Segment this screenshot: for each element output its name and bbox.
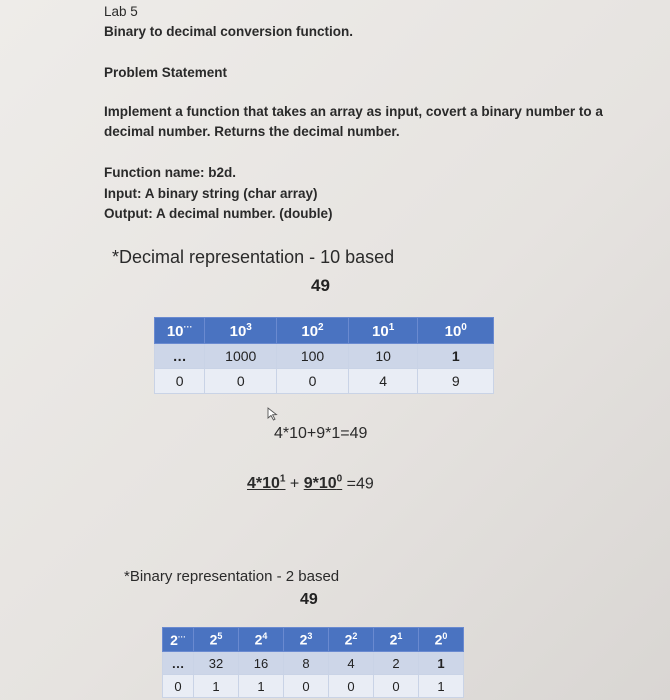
table-cell: 100 <box>277 344 349 369</box>
decimal-heading: *Decimal representation - 10 based <box>112 247 395 267</box>
table-cell: 1 <box>419 675 464 698</box>
decimal-header-cell-4: $10^0$ <box>418 318 494 344</box>
description-line-2: decimal number. Returns the decimal number. <box>104 124 400 139</box>
table-cell: 1 <box>418 344 494 369</box>
mouse-cursor-icon <box>267 407 279 421</box>
input-spec: Input: A binary string (char array) <box>104 186 318 201</box>
table-cell: … <box>155 344 205 369</box>
formula-plus: + <box>285 475 304 493</box>
table-cell: 1 <box>419 652 464 675</box>
binary-header-cell-4: $2^2$ <box>329 628 374 652</box>
table-cell: … <box>163 652 194 675</box>
decimal-header-cell-0: 10··· <box>155 318 205 344</box>
binary-table-header-row <box>163 628 464 652</box>
binary-header-cell-1: $2^5$ <box>194 628 239 652</box>
formula-term-1: $4*10^1$ <box>247 474 286 493</box>
problem-heading: Problem Statement <box>104 65 228 80</box>
binary-header-cell-6: $2^0$ <box>419 628 464 652</box>
lab-label: Lab 5 <box>104 4 138 19</box>
binary-heading: *Binary representation - 2 based <box>124 568 340 585</box>
binary-header-cell-0: 2··· <box>163 628 194 652</box>
table-cell: 0 <box>374 675 419 698</box>
decimal-table-row-digits <box>155 369 494 394</box>
table-cell: 1 <box>194 675 239 698</box>
page-title: Binary to decimal conversion function. <box>104 24 354 39</box>
table-cell: 4 <box>329 652 374 675</box>
table-cell: 0 <box>284 675 329 698</box>
description-line-1: Implement a function that takes an array as input, covert a binary number to a <box>104 104 603 119</box>
binary-header-cell-2: $2^4$ <box>239 628 284 652</box>
output-spec: Output: A decimal number. (double) <box>104 206 333 221</box>
table-cell: 1 <box>239 675 284 698</box>
function-name: Function name: b2d. <box>104 165 237 180</box>
binary-table-row-digits <box>163 675 464 698</box>
table-cell: 0 <box>155 369 205 394</box>
binary-header-cell-3: $2^3$ <box>284 628 329 652</box>
table-cell: 32 <box>194 652 239 675</box>
formula-simple: 4*10+9*1=49 <box>274 425 368 442</box>
decimal-header-cell-1: $10^3$ <box>205 318 277 344</box>
table-cell: 16 <box>239 652 284 675</box>
decimal-table-row-values <box>155 344 494 369</box>
table-cell: 4 <box>348 369 418 394</box>
decimal-header-cell-3: $10^1$ <box>348 318 418 344</box>
binary-value: 49 <box>300 591 318 608</box>
binary-header-cell-5: $2^1$ <box>374 628 419 652</box>
formula-exponent <box>247 474 374 493</box>
decimal-value: 49 <box>311 276 330 295</box>
table-cell: 0 <box>329 675 374 698</box>
binary-place-value-table <box>162 627 464 698</box>
table-cell: 0 <box>163 675 194 698</box>
decimal-header-cell-2: $10^2$ <box>277 318 349 344</box>
table-cell: 0 <box>205 369 277 394</box>
decimal-table-header-row <box>155 318 494 344</box>
formula-term-2: $9*10^0$ <box>303 474 343 493</box>
table-cell: 2 <box>374 652 419 675</box>
formula-result: =49 <box>342 475 374 493</box>
binary-table-row-values <box>163 652 464 675</box>
table-cell: 1000 <box>205 344 277 369</box>
table-cell: 0 <box>277 369 349 394</box>
table-cell: 10 <box>348 344 418 369</box>
table-cell: 9 <box>418 369 494 394</box>
table-cell: 8 <box>284 652 329 675</box>
decimal-place-value-table <box>154 317 494 394</box>
